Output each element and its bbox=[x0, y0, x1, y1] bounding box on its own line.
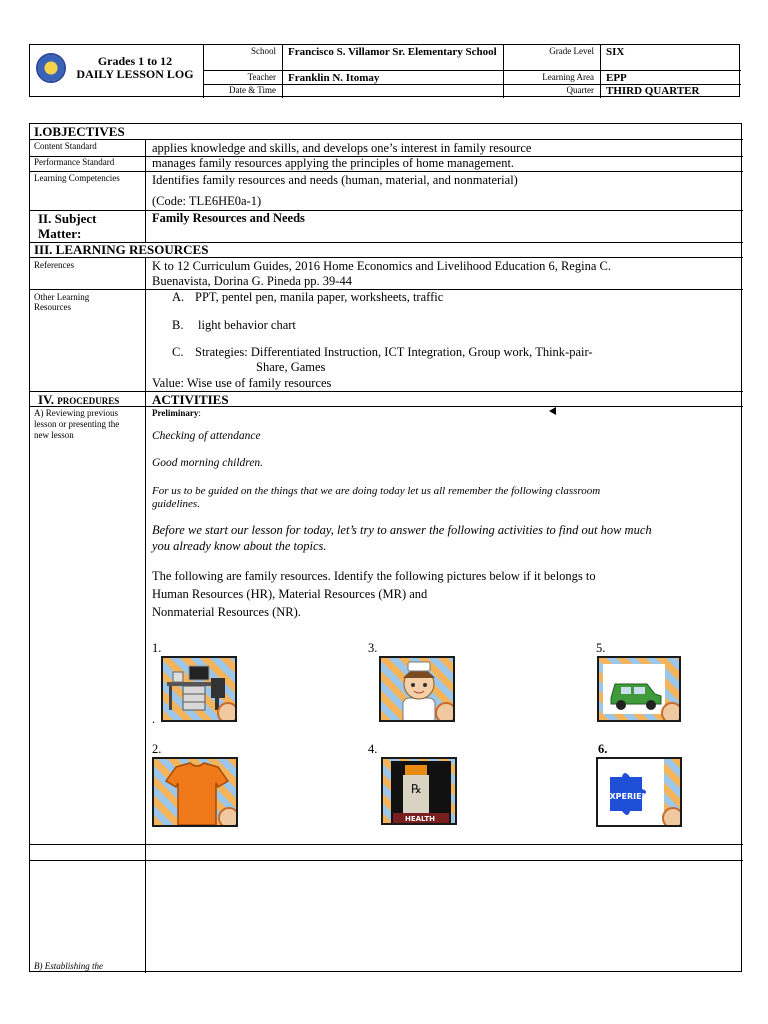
cursor-arrow-icon bbox=[549, 407, 556, 415]
teacher-label: Teacher bbox=[247, 72, 276, 82]
item-b-marker: B. bbox=[172, 318, 184, 332]
activities-heading: ACTIVITIES bbox=[152, 392, 229, 407]
preliminary-label: Preliminary: bbox=[152, 408, 201, 418]
kid-face-icon bbox=[435, 702, 455, 722]
picture-number-6: 6. bbox=[598, 742, 608, 756]
item-c-marker: C. bbox=[172, 345, 184, 359]
before-line-2: you already know about the topics. bbox=[152, 539, 327, 553]
picture-number-3: 3. bbox=[368, 641, 378, 655]
step-a-line-3: new lesson bbox=[34, 430, 74, 440]
kid-face-icon bbox=[217, 702, 237, 722]
computer-desk-picture bbox=[161, 656, 237, 722]
step-a-line-2: lesson or presenting the bbox=[34, 419, 120, 429]
before-line-1: Before we start our lesson for today, let’s try to answer the following activities to find out how much bbox=[152, 523, 652, 537]
deped-seal-icon bbox=[36, 53, 66, 83]
subject-value: Family Resources and Needs bbox=[152, 211, 305, 225]
kid-face-icon bbox=[661, 702, 681, 722]
shirt-picture bbox=[152, 757, 238, 827]
competencies-code: (Code: TLE6HE0a-1) bbox=[152, 194, 262, 208]
experience-puzzle-picture bbox=[596, 757, 682, 827]
greeting-text: Good morning children. bbox=[152, 457, 264, 469]
lesson-table bbox=[29, 123, 742, 972]
quarter-label: Quarter bbox=[566, 85, 594, 95]
resources-heading: III. LEARNING RESOURCES bbox=[34, 242, 209, 257]
kid-face-icon bbox=[218, 807, 238, 827]
subject-heading: II. Subject Matter: bbox=[38, 211, 97, 241]
attendance-text: Checking of attendance bbox=[152, 430, 261, 442]
competencies-text: Identifies family resources and needs (human, material, and nonmaterial) bbox=[152, 173, 518, 187]
content-standard-text: applies knowledge and skills, and develops one’s interest in family resource bbox=[152, 141, 532, 155]
content-standard-label: Content Standard bbox=[34, 141, 97, 151]
quarter-value: THIRD QUARTER bbox=[606, 85, 700, 97]
school-value: Francisco S. Villamor Sr. Elementary School bbox=[288, 46, 497, 58]
car-picture bbox=[597, 656, 681, 722]
grade-level-value: SIX bbox=[606, 46, 625, 58]
other-resources-label-2: Resources bbox=[34, 302, 71, 312]
item-a-marker: A. bbox=[172, 290, 185, 304]
procedures-word: PROCEDURES bbox=[57, 396, 120, 406]
competencies-label: Learning Competencies bbox=[34, 173, 120, 183]
picture-number-4: 4. bbox=[368, 742, 378, 756]
performance-standard-text: manages family resources applying the principles of home management. bbox=[152, 156, 515, 170]
objectives-heading: I.OBJECTIVES bbox=[34, 124, 125, 139]
guidelines-line-2: guidelines. bbox=[152, 498, 200, 510]
learning-area-value: EPP bbox=[606, 72, 627, 84]
grade-level-label: Grade Level bbox=[549, 46, 594, 56]
school-label: School bbox=[250, 46, 276, 56]
item-c-line-1: Strategies: Differentiated Instruction, ICT Integration, Group work, Think-pair- bbox=[195, 345, 593, 359]
value-text: Value: Wise use of family resources bbox=[152, 376, 332, 390]
learning-area-label: Learning Area bbox=[542, 72, 594, 82]
svg-text:℞: ℞ bbox=[411, 782, 422, 796]
picture-number-1: 1. bbox=[152, 641, 162, 655]
date-label: Date & Time bbox=[228, 85, 276, 95]
procedures-heading bbox=[38, 392, 119, 409]
references-label: References bbox=[34, 260, 74, 270]
picture-number-2: 2. bbox=[152, 742, 162, 756]
health-label: HEALTH bbox=[405, 815, 435, 823]
performance-standard-label: Performance Standard bbox=[34, 157, 115, 167]
other-resources-label-1: Other Learning bbox=[34, 292, 90, 302]
references-line-1: K to 12 Curriculum Guides, 2016 Home Economics and Livelihood Education 6, Regina C. bbox=[152, 259, 611, 273]
procedures-roman: IV. bbox=[38, 392, 55, 407]
instr-line-1: The following are family resources. Identify the following pictures below if it belongs to bbox=[152, 569, 596, 583]
grades-label: Grades 1 to 12 bbox=[97, 54, 173, 68]
log-title: DAILY LESSON LOG bbox=[76, 67, 194, 81]
medicine-picture bbox=[381, 757, 457, 825]
guidelines-line-1: For us to be guided on the things that we are doing today let us all remember the following classroom bbox=[152, 485, 601, 497]
picture-number-5: 5. bbox=[596, 641, 606, 655]
item-a-text: PPT, pentel pen, manila paper, worksheets, traffic bbox=[195, 290, 444, 304]
step-b-label: B) Establishing the bbox=[34, 961, 103, 971]
item-b-text: light behavior chart bbox=[198, 318, 296, 332]
stray-dot: . bbox=[152, 712, 156, 726]
step-a-line-1: A) Reviewing previous bbox=[34, 408, 118, 418]
instr-line-3: Nonmaterial Resources (NR). bbox=[152, 605, 301, 619]
item-c-line-2: Share, Games bbox=[256, 360, 326, 374]
references-line-2: Buenavista, Dorina G. Pineda pp. 39-44 bbox=[152, 274, 352, 288]
nurse-picture bbox=[379, 656, 455, 722]
header-table bbox=[29, 44, 740, 97]
kid-face-icon bbox=[662, 807, 682, 827]
experience-label: EXPERIENCE bbox=[604, 792, 660, 801]
teacher-value: Franklin N. Itomay bbox=[288, 72, 380, 84]
instr-line-2: Human Resources (HR), Material Resources (MR) and bbox=[152, 587, 428, 601]
